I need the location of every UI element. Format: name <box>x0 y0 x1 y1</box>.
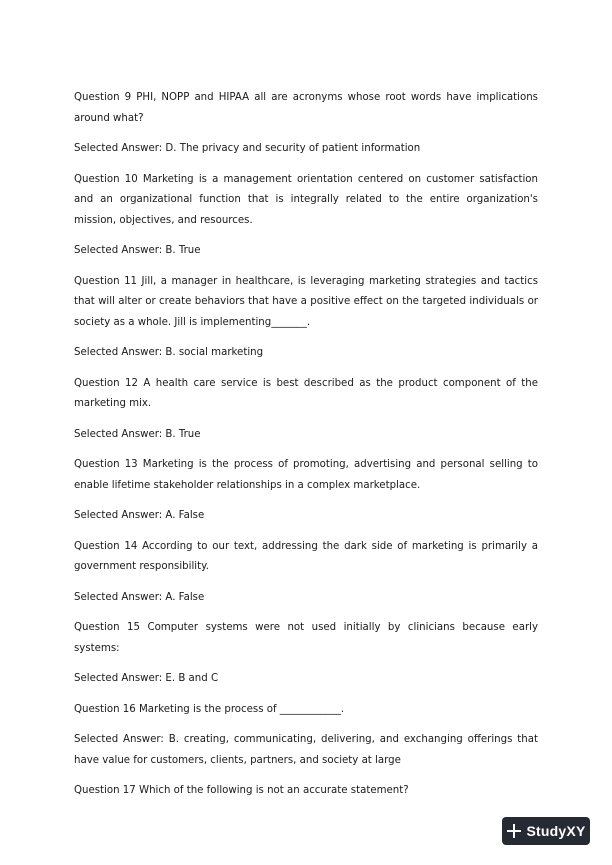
answer-16: Selected Answer: B. creating, communicating, delivering, and exchanging offerings that have value for customers, clients, partners, and society at large <box>74 734 538 766</box>
question-12: Question 12 A health care service is best described as the product component of the marketing mix. <box>74 377 538 409</box>
studyxy-badge[interactable] <box>502 817 590 845</box>
question-10: Question 10 Marketing is a management orientation centered on customer satisfaction and an organizational function that is integrally related to the entire organization's mission, objectives, and resources. <box>74 173 538 226</box>
document-page <box>74 88 538 812</box>
answer-15: Selected Answer: E. B and C <box>74 673 219 684</box>
question-14: Question 14 According to our text, addressing the dark side of marketing is primarily a government responsibility. <box>74 540 538 572</box>
question-9: Question 9 PHI, NOPP and HIPAA all are acronyms whose root words have implications around what? <box>74 92 538 124</box>
answer-11: Selected Answer: B. social marketing <box>74 347 264 358</box>
answer-13: Selected Answer: A. False <box>74 510 205 521</box>
brand-label: StudyXY <box>526 823 586 839</box>
answer-10: Selected Answer: B. True <box>74 245 201 256</box>
answer-9: Selected Answer: D. The privacy and security of patient information <box>74 143 421 154</box>
question-17: Question 17 Which of the following is not an accurate statement? <box>74 785 409 796</box>
plus-icon <box>507 824 521 838</box>
answer-14: Selected Answer: A. False <box>74 591 205 603</box>
question-15: Question 15 Computer systems were not used initially by clinicians because early systems: <box>74 622 538 654</box>
question-13: Question 13 Marketing is the process of promoting, advertising and personal selling to enable lifetime stakeholder relationships in a complex marketplace. <box>74 459 538 491</box>
answer-12: Selected Answer: B. True <box>74 428 201 440</box>
question-11: Question 11 Jill, a manager in healthcare, is leveraging marketing strategies and tactics that will alter or create behaviors that have a positive effect on the targeted individuals or society as a whole. Jill is implementing_______. <box>74 275 538 328</box>
question-16: Question 16 Marketing is the process of ____________. <box>74 703 345 715</box>
